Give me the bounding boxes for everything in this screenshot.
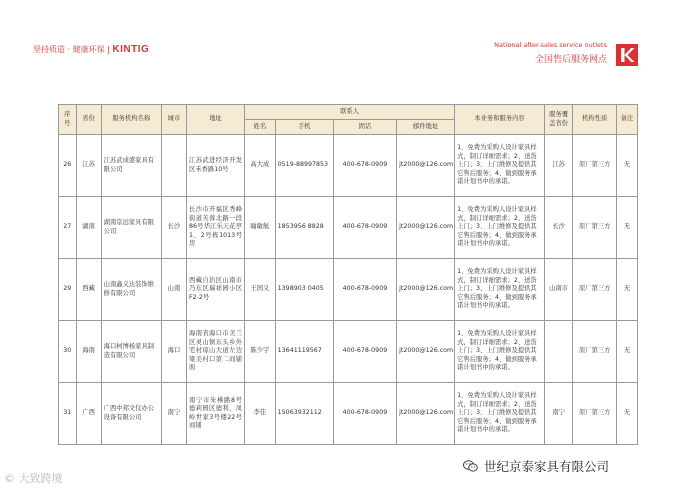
table-row <box>59 259 638 321</box>
cell-nature: 原厂第三方 <box>573 259 617 321</box>
col-header-scope: 本业务和服务内容 <box>455 105 545 135</box>
cell-province: 西藏 <box>76 259 101 321</box>
col-header-nature: 机构性质 <box>573 105 617 135</box>
cell-email: jt2000@126.com <box>397 259 455 321</box>
cell-city: 南宁 <box>161 383 186 445</box>
cell-org: 山南鑫义达装饰维修有限公司 <box>101 259 161 321</box>
col-header-address: 地址 <box>187 105 245 135</box>
cell-org: 海口柯博杨家具制造有限公司 <box>101 321 161 383</box>
cell-remark: 无 <box>617 383 638 445</box>
cell-name: 王国义 <box>245 259 276 321</box>
company-name: 世纪京泰家具有限公司 <box>484 459 610 474</box>
footer-watermark: © 大致跨境 <box>4 472 63 485</box>
table-row <box>59 135 638 197</box>
table-row <box>59 321 638 383</box>
cell-scope: 1、免费为采购人设计家具样式，制订详细需求；2、送货上门；3、上门维修及提供其它售后服务；4、做到服务承诺计划书中的承诺。 <box>455 259 545 321</box>
cell-remark: 无 <box>617 135 638 197</box>
cell-scope: 1、免费为采购人设计家具样式，制订详细需求；2、送货上门；3、上门维修及提供其它售后服务；4、做到服务承诺计划书中的承诺。 <box>455 135 545 197</box>
cell-tel: 400-678-0909 <box>333 259 396 321</box>
col-header-province: 省份 <box>76 105 101 135</box>
slogan-text: 坚持质造 · 健康环保 | <box>33 45 113 54</box>
cell-city: 海口 <box>161 321 186 383</box>
cell-mobile: 13641119567 <box>275 321 333 383</box>
col-header-org: 服务机构名称 <box>101 105 161 135</box>
col-header-contact: 联系人 <box>245 105 455 120</box>
cell-org: 江苏武成盛家具有限公司 <box>101 135 161 197</box>
cell-scope: 1、免费为采购人设计家具样式，制订详细需求；2、送货上门；3、上门维修及提供其它售后服务；4、做到服务承诺计划书中的承诺。 <box>455 321 545 383</box>
cell-no: 27 <box>59 197 77 259</box>
cell-coverage: 山南市 <box>544 259 572 321</box>
col-header-coverage: 服务覆盖省份 <box>544 105 572 135</box>
table-row <box>59 383 638 445</box>
cell-no: 30 <box>59 321 77 383</box>
brand-name: KINTIG <box>112 44 150 55</box>
cell-coverage: 江苏 <box>544 135 572 197</box>
cell-province: 湖南 <box>76 197 101 259</box>
cell-nature: 原厂第三方 <box>573 321 617 383</box>
cell-city: 山南 <box>161 259 186 321</box>
cell-scope: 1、免费为采购人设计家具样式，制订详细需求；2、送货上门；3、上门维修及提供其它售后服务；4、做到服务承诺计划书中的承诺。 <box>455 197 545 259</box>
service-outlets-table <box>58 104 638 445</box>
cell-nature: 原厂第三方 <box>573 383 617 445</box>
cell-province: 海南 <box>76 321 101 383</box>
cell-province: 江苏 <box>76 135 101 197</box>
cell-name: 喻敏航 <box>245 197 276 259</box>
cell-city: 长沙 <box>161 197 186 259</box>
cell-email: jt2000@126.com <box>397 197 455 259</box>
col-header-mobile: 手机 <box>275 120 333 135</box>
col-header-email: 邮件地址 <box>397 120 455 135</box>
cell-address: 江苏武进经济开发区禾香路10号 <box>187 135 245 197</box>
col-header-city: 城市 <box>161 105 186 135</box>
cell-address: 南宁市朱槿路8号德莉园区德利，凤岭世家3号楼22号商铺 <box>187 383 245 445</box>
cell-mobile: 0519-88997853 <box>275 135 333 197</box>
brand-logo-icon <box>616 44 638 66</box>
cell-org: 广西中邦文仪办公设备有限公司 <box>101 383 161 445</box>
cell-province: 广西 <box>76 383 101 445</box>
cell-tel: 400-678-0909 <box>333 383 396 445</box>
cell-email: jt2000@126.com <box>397 135 455 197</box>
cell-address: 西藏自治区山南市乃东区瑞祥园小区F2-2号 <box>187 259 245 321</box>
cell-mobile: 15063932112 <box>275 383 333 445</box>
cell-remark: 无 <box>617 197 638 259</box>
cell-org: 湖南京远家具有限公司 <box>101 197 161 259</box>
cell-coverage <box>544 321 572 383</box>
outlets-title-cn: 全国售后服务网点 <box>534 55 607 65</box>
col-header-remark: 备注 <box>617 105 638 135</box>
table-row <box>59 197 638 259</box>
cell-tel: 400-678-0909 <box>333 135 396 197</box>
col-header-tel: 固话 <box>333 120 396 135</box>
cell-address: 长沙市开福区秀峰街道芙蓉北路一段86号华江乐天花亭1、2号栋1013号房 <box>187 197 245 259</box>
header-slogan <box>33 44 149 55</box>
cell-no: 29 <box>59 259 77 321</box>
cell-name: 李佳 <box>245 383 276 445</box>
cell-remark: 无 <box>617 321 638 383</box>
cell-mobile: 1398903 0405 <box>275 259 333 321</box>
cell-tel: 400-678-0909 <box>333 321 396 383</box>
col-header-name: 姓名 <box>245 120 276 135</box>
cell-address: 海南省海口市美兰区灵山镇东头乡外宅村琼山大道左边梁美村口第二间铺面 <box>187 321 245 383</box>
cell-no: 31 <box>59 383 77 445</box>
cell-city <box>161 135 186 197</box>
outlets-title-en: National after-sales service outlets <box>494 41 607 49</box>
wechat-icon <box>463 460 478 472</box>
cell-email: jt2000@126.com <box>397 383 455 445</box>
cell-name: 高大成 <box>245 135 276 197</box>
cell-scope: 1、免费为采购人设计家具样式，制订详细需求；2、送货上门；3、上门维修及提供其它售后服务；4、做到服务承诺计划书中的承诺。 <box>455 383 545 445</box>
cell-coverage: 南宁 <box>544 383 572 445</box>
cell-name: 陈少宇 <box>245 321 276 383</box>
cell-nature: 原厂第三方 <box>573 197 617 259</box>
footer-company <box>463 457 609 475</box>
cell-email: jt2000@126.com <box>397 321 455 383</box>
cell-coverage: 长沙 <box>544 197 572 259</box>
cell-tel: 400-678-0909 <box>333 197 396 259</box>
cell-nature: 原厂第三方 <box>573 135 617 197</box>
cell-no: 26 <box>59 135 77 197</box>
col-header-no: 序号 <box>59 105 77 135</box>
header-outlets <box>494 41 607 65</box>
cell-mobile: 1853956 8828 <box>275 197 333 259</box>
cell-remark: 无 <box>617 259 638 321</box>
